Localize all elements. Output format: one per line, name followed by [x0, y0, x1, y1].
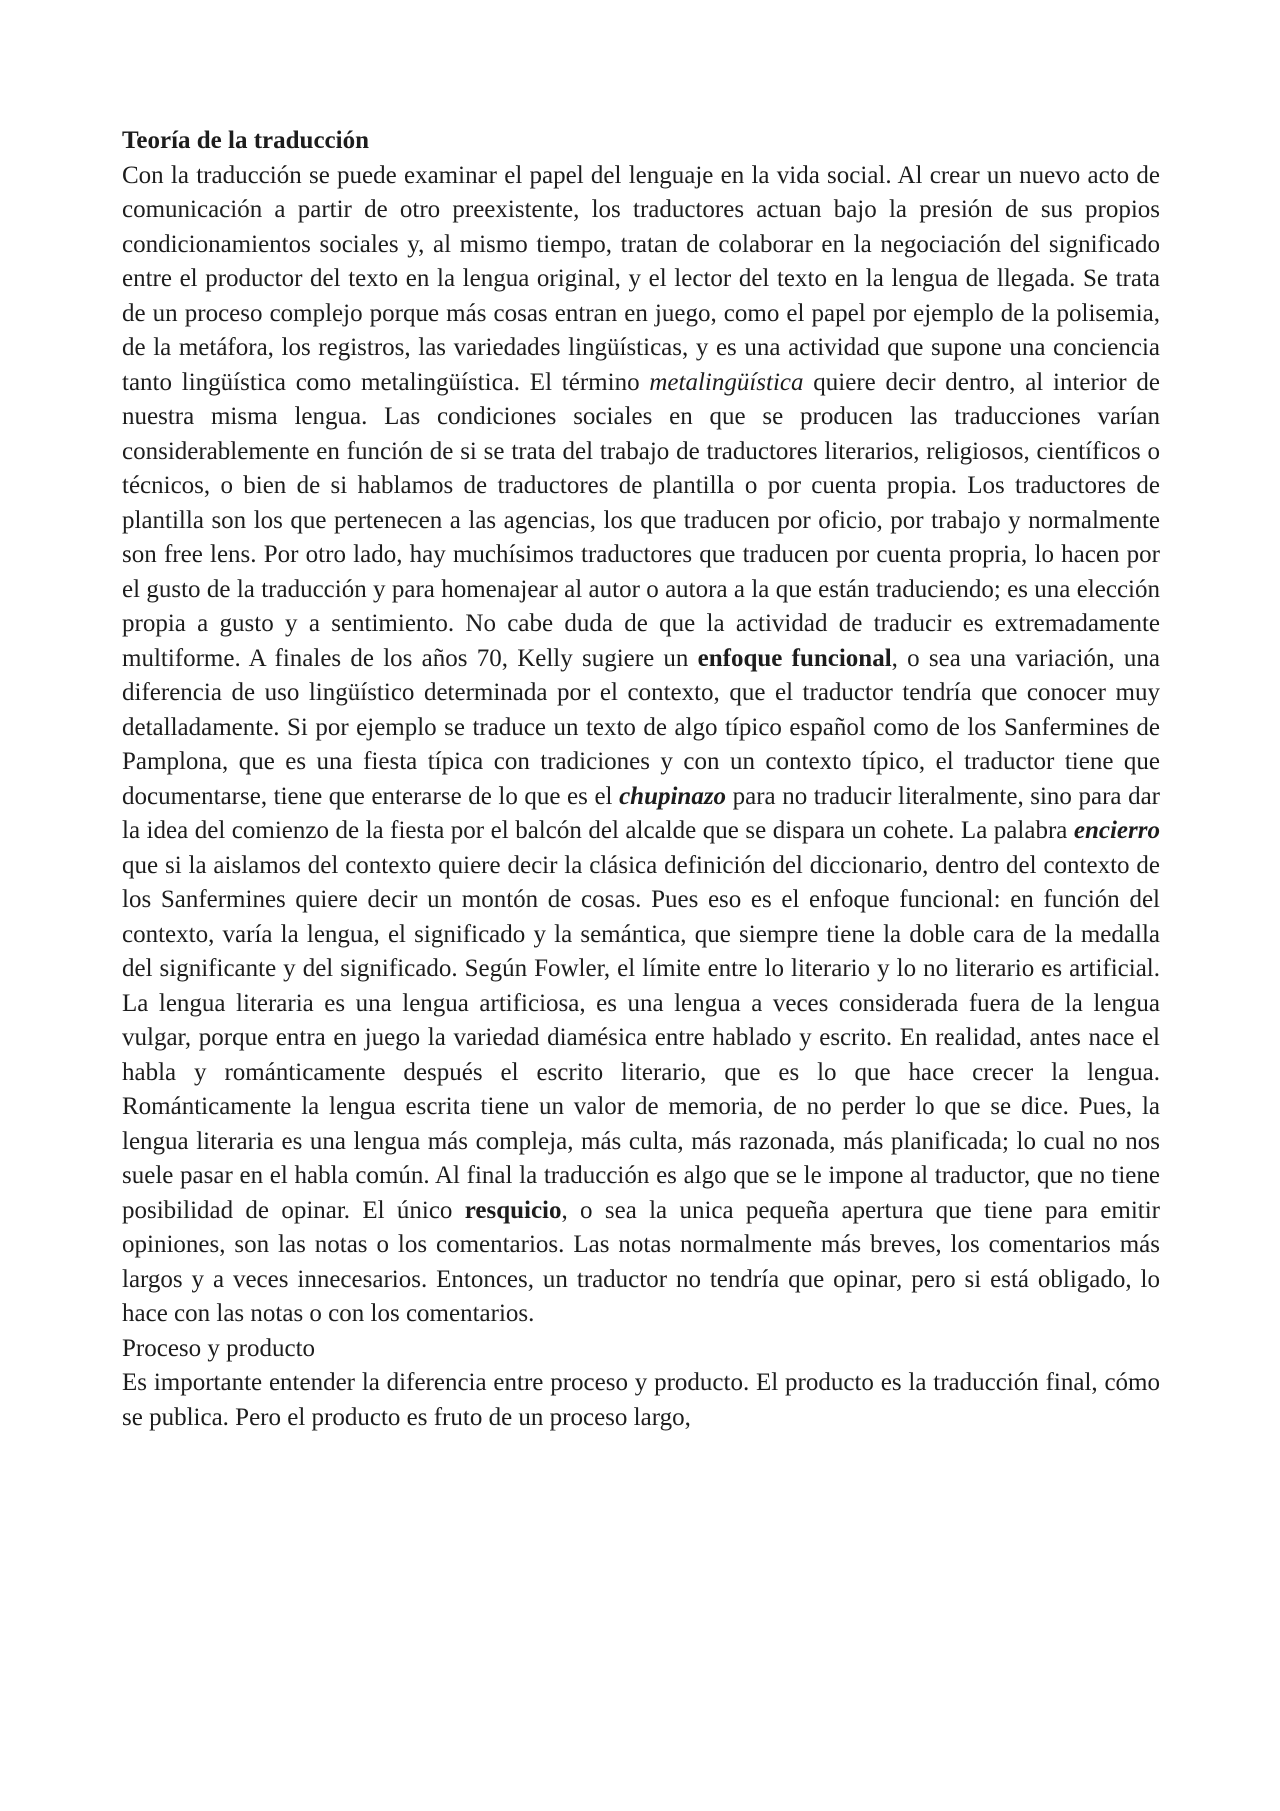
paragraph-text: para no traducir literalmente, sino para dar la idea del comienzo de la fiesta por el balcón del alcalde que se dispara un cohete. La palabra [122, 782, 1160, 844]
keyword-enfoque-funcional: enfoque funcional [697, 644, 892, 672]
paragraph-proceso: Es importante entender la diferencia entre proceso y producto. El producto es la traducción final, cómo se publica. Pero el producto es fruto de un proceso largo, [122, 1369, 1160, 1431]
keyword-encierro: encierro [1073, 817, 1160, 844]
document-page [122, 124, 1160, 1435]
paragraph-teoria [122, 159, 1160, 1332]
paragraph-text: quiere decir dentro, al interior de nuestra misma lengua. Las condiciones sociales en que se producen las traducciones varían considerablemente en función de si se trata del trabajo de traductores literarios, religiosos, científicos o técnicos, o bien de si hablamos de traductores de plantilla o por cuenta propia. Los traductores de plantilla son los que pertenecen a las agencias, los que traducen por oficio, por trabajo y normalmente son free lens. Por otro lado, hay muchísimos traductores que traducen por cuenta propria, lo hacen por el gusto de la traducción y para homenajear al autor o autora a la que están traduciendo; es una elección propia a gusto y a sentimiento. No cabe duda de que la actividad de traducir es extremadamente multiforme. A finales de los años 70, Kelly sugiere un [122, 368, 1160, 672]
paragraph-text: , o sea la unica pequeña apertura que tiene para emitir opiniones, son las notas o los comentarios. Las notas normalmente más breves, los comentarios más largos y a veces innecesarios. Entonces, un traductor no tendría que opinar, pero si está obligado, lo hace con las notas o con los comentarios. [122, 1196, 1160, 1327]
term-metalinguistica: metalingüística [649, 368, 804, 396]
section-subheading: Proceso y producto [122, 1334, 316, 1362]
paragraph-text: , o sea una variación, una diferencia de uso lingüístico determinada por el contexto, que el traductor tendría que conocer muy detalladamente. Si por ejemplo se traduce un texto de algo típico español como de los Sanfermines de Pamplona, que es una fiesta típica con tradiciones y con un contexto típico, el traductor tiene que documentarse, tiene que enterarse de lo que es el [122, 644, 1160, 810]
paragraph-text: Con la traducción se puede examinar el papel del lenguaje en la vida social. Al crear un nuevo acto de comunicación a partir de otro preexistente, los traductores actuan bajo la presión de sus propios condicionamientos sociales y, al mismo tiempo, tratan de colaborar en la negociación del significado entre el productor del texto en la lengua original, y el lector del texto en la lengua de llegada. Se trata de un proceso complejo porque más cosas entran en juego, como el papel por ejemplo de la polisemia, de la metáfora, los registros, las variedades lingüísticas, y es una actividad que supone una conciencia tanto lingüística como metalingüística. El término [122, 161, 1160, 396]
keyword-chupinazo: chupinazo [619, 782, 727, 810]
paragraph-text: que si la aislamos del contexto quiere decir la clásica definición del diccionario, dentro del contexto de los Sanfermines quiere decir un montón de cosas. Pues eso es el enfoque funcional: en función del contexto, varía la lengua, el significado y la semántica, que siempre tiene la doble cara de la medalla del significante y del significado. Según Fowler, el límite entre lo literario y lo no literario es artificial. La lengua literaria es una lengua artificiosa, es una lengua a veces considerada fuera de la lengua vulgar, porque entra en juego la variedad diamésica entre hablado y escrito. En realidad, antes nace el habla y románticamente después el escrito literario, que es lo que hace crecer la lengua. Románticamente la lengua escrita tiene un valor de memoria, de no perder lo que se dice. Pues, la lengua literaria es una lengua más compleja, más culta, más razonada, más planificada; lo cual no nos suele pasar en el habla común. Al final la traducción es algo que se le impone al traductor, que no tiene posibilidad de opinar. El único [122, 851, 1160, 1224]
document-title: Teoría de la traducción [122, 127, 369, 154]
keyword-resquicio: resquicio [464, 1196, 562, 1224]
